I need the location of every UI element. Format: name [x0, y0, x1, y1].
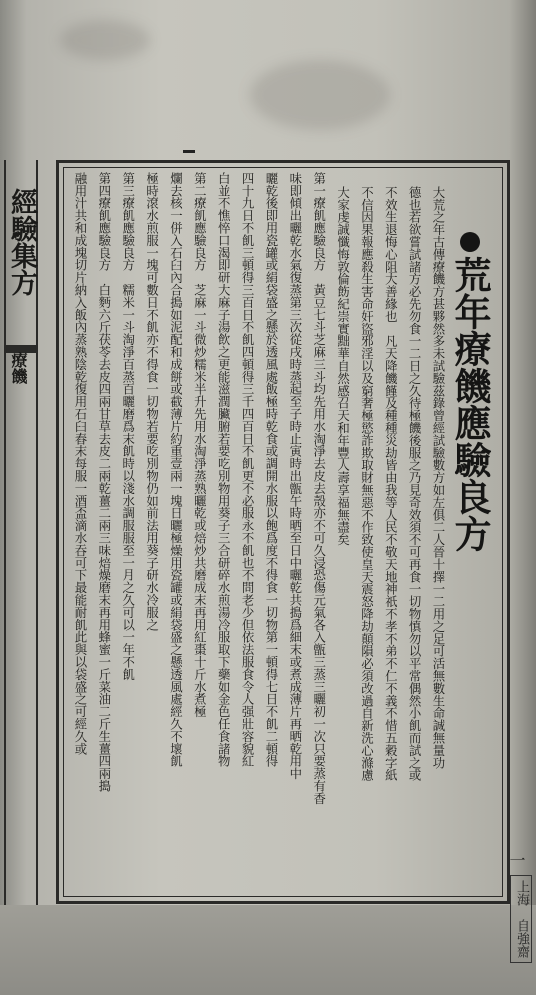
- text-column: 爛去核一併入石臼內合搗如泥配和成餅或截薄片約重壹兩一塊日曬極燥用瓷罐或絹袋盛之懸透風處經久不壞飢: [168, 172, 184, 768]
- text-column: 融用汁共和成塊切片納入飯內蒸熟陰乾復用石臼舂末每服一酒盃滴水吞可下最能耐飢此與以袋盛之可經久或: [73, 172, 88, 755]
- text-column: 不信因果報應殺生害命奸盜邪淫以及窮奢極慾詐欺取財無惡不作致使皇天震怒降劫顛隕必須改過自新洗心滌慮: [359, 186, 375, 782]
- text-column: 德也若欲嘗試諸方必先勿食一二日之久待極饑後服之乃見奇效須不可再食一切物慎勿以平常偶然小飢而試之或: [407, 186, 423, 782]
- paper-bottom-edge: [0, 905, 536, 995]
- text-column: 四十九日不飢三頓得三百日不飢四頓得三千四百日不飢更不必服永不飢也不問老少但依法服食令人强壯容貌紅: [240, 172, 256, 768]
- text-column: 第一療飢應驗良方 黃豆七斗芝麻三斗均先用水淘淨去皮去殼亦不可久浸恐傷元氣各入甑三蒸三曬初一次只要蒸有香: [311, 172, 327, 805]
- text-column: 第三療飢應驗良方 糯米一斗淘淨百蒸百曬磨爲末飢時以淺水調服服至一月之久可以一年不飢: [120, 172, 136, 681]
- bullet-icon: [460, 232, 480, 252]
- page-title: [448, 232, 492, 552]
- text-column: 不效生退悔心阻大善緣也 凡天降饑饉及種種災劫皆由我等人民不敬天地神祇不孝不弟不仁不義不惜五穀字紙: [383, 186, 399, 782]
- text-column: 曬乾後即用瓷罐或絹袋盛之懸於透風處飯極時乾食或調開水服以飽爲度不得食一切物第一頓得七日不飢二頓得: [263, 172, 279, 768]
- text-column: 大荒之年古傳療饑方甚夥然多未試驗茲錄曾經試驗數方如左俱二人晉十擇一二用之足可活無數生命誠無量功: [431, 186, 446, 769]
- page-title-text: 荒年療饑應驗良方: [448, 256, 492, 552]
- text-column: 大家虔誠懺悔敦倫飭紀崇實黜華自然感召天和年豐人壽享福無盡矣: [335, 186, 351, 546]
- text-column: 極時滾水煎服一塊可數日不飢亦不得食一切物若要吃別物仍如前法用葵子研水冷服之: [144, 172, 160, 631]
- publisher-stamp-text: 上海 自強齋: [514, 880, 529, 958]
- spine-section: 療饑: [9, 352, 28, 384]
- page-number: 一: [507, 852, 526, 868]
- ink-mark: [183, 150, 195, 153]
- text-column: 味即傾出曬乾水氣復蒸第三次從戌時蒸起至子時止寅時出甑午時晒至日中曬乾共搗爲細末或煮成薄片再晒乾用中: [287, 172, 303, 780]
- text-column: 第二療飢應驗良方 芝麻一斗微炒糯米半升先用水淘淨蒸熟曬乾或焙炒共磨成末再用紅棗十斤水煮極: [192, 172, 208, 718]
- paper-stain: [60, 20, 150, 60]
- spine-title: 經驗集方: [6, 188, 37, 296]
- text-column: 白並不憔悴口渴即研大麻子湯飲之更能滋潤臟腑若要吃別物用葵子三合研碎水煎湯冷服取下藥如金色任食諸物: [216, 172, 232, 768]
- text-column: 第四療飢應驗良方 白麪六斤茯苓去皮四兩甘草去皮二兩乾薑二兩三味焙燥磨末再用蜂蜜一斤菜油二斤生薑四兩搗: [96, 172, 112, 792]
- paper-stain: [250, 60, 390, 130]
